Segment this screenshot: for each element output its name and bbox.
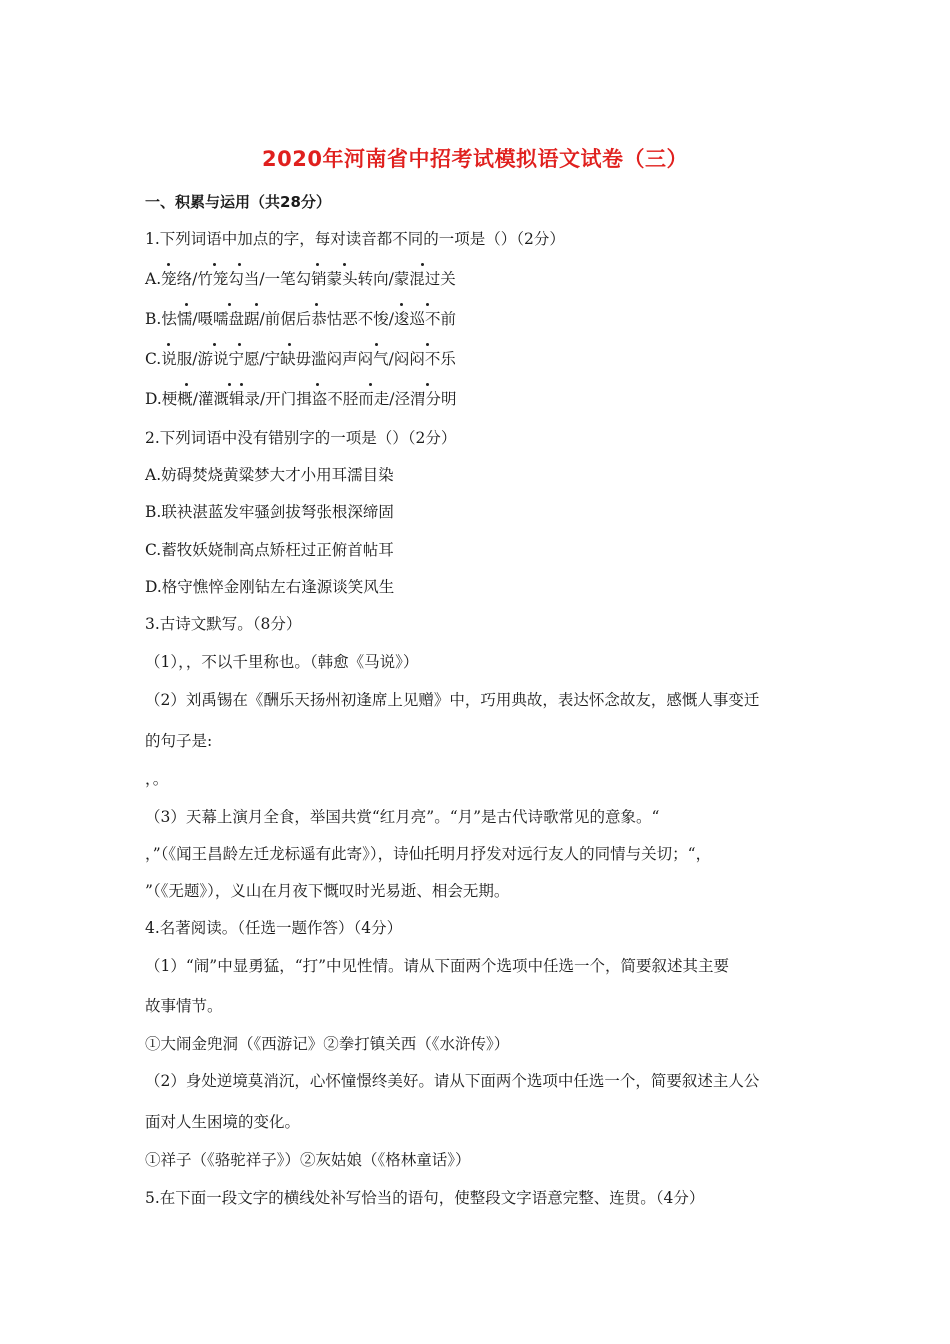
emphasis-dot	[185, 303, 188, 306]
q3-part-2-cont: 的句子是:	[145, 732, 213, 750]
q1-option-a: A.笼络/竹笼勾当/一笔勾销蒙头转向/蒙混过关	[145, 270, 456, 288]
emphasis-dot	[228, 303, 231, 306]
q1-option-d: D.梗概/灌溉辑录/开门揖盗不胫而走/泾渭分明	[145, 390, 457, 408]
question-2: 2.下列词语中没有错别字的一项是（）（2分）	[145, 429, 457, 447]
emphasis-dot	[167, 343, 170, 346]
q3-part-1: （1），，不以千里称也。（韩愈《马说》）	[145, 653, 419, 671]
q3-part-2: （2）刘禹锡在《酬乐天扬州初逢席上见赠》中，巧用典故，表达怀念故友，感慨人事变迁	[145, 691, 760, 709]
emphasis-dot	[343, 263, 346, 266]
q4-part-2-options: ①祥子（《骆驼祥子》）②灰姑娘（《格林童话》）	[145, 1151, 471, 1169]
q1-option-c: C.说服/游说宁愿/宁缺毋滥闷声闷气/闷闷不乐	[145, 350, 456, 368]
emphasis-dot	[316, 383, 319, 386]
q2-option-a: A.妨碍焚烧黄粱梦大才小用耳濡目染	[145, 466, 394, 484]
question-1: 1.下列词语中加点的字，每对读音都不同的一项是（）（2分）	[145, 230, 565, 248]
emphasis-dot	[315, 303, 318, 306]
q4-part-2-cont: 面对人生困境的变化。	[145, 1113, 301, 1131]
q1-option-b: B.怯懦/嗫嚅盘踞/前倨后恭怙恶不悛/逡巡不前	[145, 310, 456, 328]
emphasis-dot	[228, 383, 231, 386]
emphasis-dot	[238, 263, 241, 266]
emphasis-dot	[369, 383, 372, 386]
emphasis-dot	[426, 303, 429, 306]
q4-part-1-options: ①大闹金兜洞（《西游记》②拳打镇关西（《水浒传》）	[145, 1035, 510, 1053]
section-heading: 一、积累与运用（共28分）	[145, 193, 331, 211]
q4-part-2: （2）身处逆境莫消沉，心怀憧憬终美好。请从下面两个选项中任选一个，简要叙述主人公	[145, 1072, 760, 1090]
question-4: 4.名著阅读。（任选一题作答）（4分）	[145, 919, 403, 937]
emphasis-dot	[375, 343, 378, 346]
emphasis-dot	[213, 343, 216, 346]
question-5: 5.在下面一段文字的横线处补写恰当的语句，使整段文字语意完整、连贯。（4分）	[145, 1189, 705, 1207]
emphasis-dot	[288, 343, 291, 346]
emphasis-dot	[316, 263, 319, 266]
emphasis-dot	[240, 383, 243, 386]
emphasis-dot	[238, 343, 241, 346]
q3-part-3-end: ”（《无题》），义山在月夜下慨叹时光易逝、相会无期。	[145, 882, 510, 900]
q2-option-c: C.蓄牧妖娆制高点矫枉过正俯首帖耳	[145, 541, 394, 559]
q3-part-3: （3）天幕上演月全食，举国共赏“红月亮”。“月”是古代诗歌常见的意象。“	[145, 808, 660, 826]
q4-part-1-cont: 故事情节。	[145, 997, 223, 1015]
q2-option-d: D.格守憔悴金刚钻左右逢源谈笑风生	[145, 578, 395, 596]
emphasis-dot	[426, 343, 429, 346]
q2-option-b: B.联袂湛蓝发牢骚剑拔弩张根深缔固	[145, 503, 394, 521]
emphasis-dot	[255, 303, 258, 306]
emphasis-dot	[213, 263, 216, 266]
q3-answer-blank: ，。	[145, 770, 169, 788]
emphasis-dot	[167, 263, 170, 266]
question-3: 3.古诗文默写。（8分）	[145, 615, 302, 633]
emphasis-dot	[426, 383, 429, 386]
q4-part-1: （1）“闹”中显勇猛，“打”中见性情。请从下面两个选项中任选一个，简要叙述其主要	[145, 957, 730, 975]
q3-part-3-cont: ，”（《闻王昌龄左迁龙标遥有此寄》），诗仙托明月抒发对远行友人的同情与关切；“，	[145, 845, 712, 863]
emphasis-dot	[400, 303, 403, 306]
page-title: 2020年河南省中招考试模拟语文试卷（三）	[262, 147, 688, 171]
emphasis-dot	[185, 383, 188, 386]
emphasis-dot	[421, 263, 424, 266]
